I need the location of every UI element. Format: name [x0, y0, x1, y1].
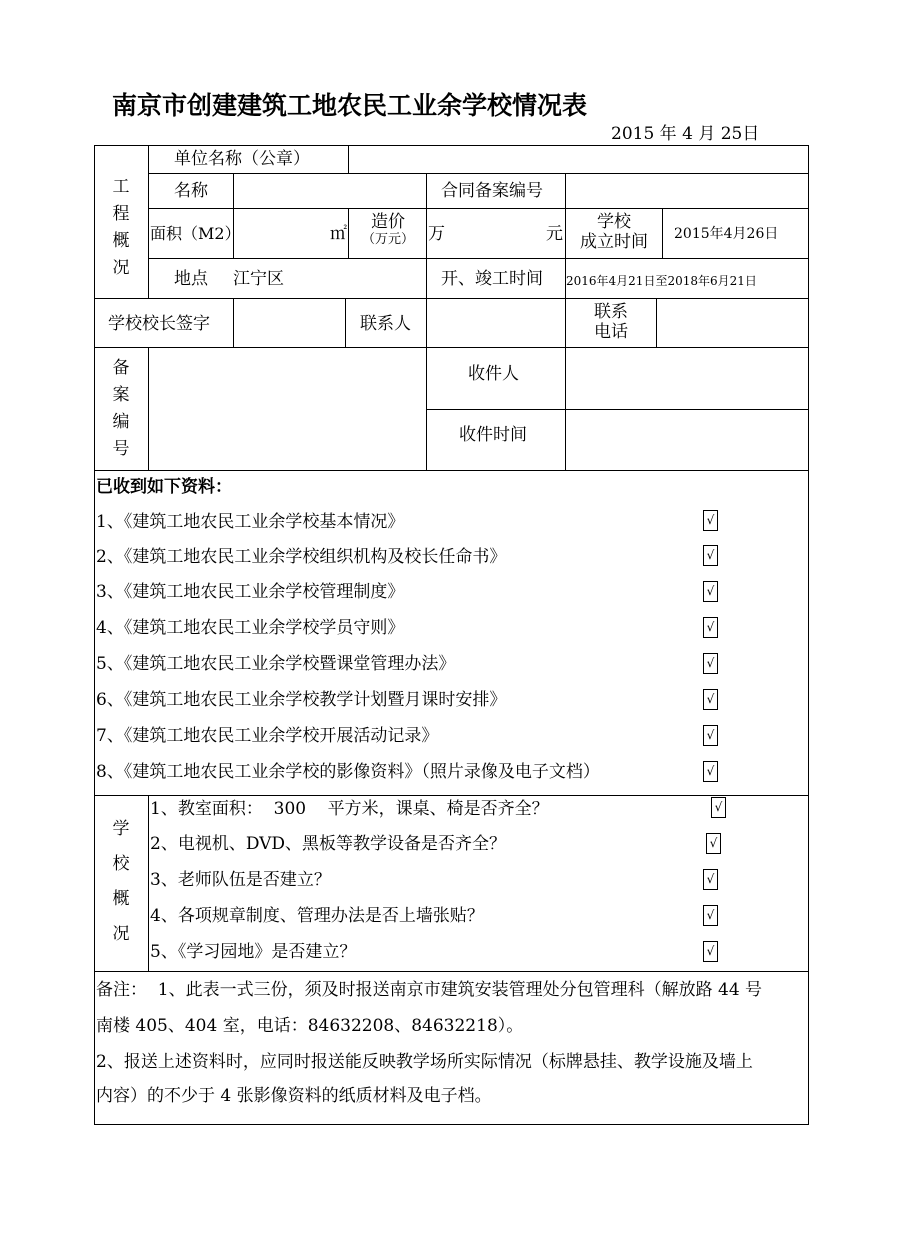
receive-time-label: 收件时间	[459, 425, 527, 445]
material-checkbox[interactable]: √	[703, 510, 718, 531]
table-border-right	[808, 145, 809, 1125]
school-label-line1: 学校	[597, 212, 631, 232]
material-checkbox[interactable]: √	[703, 725, 718, 746]
location-label: 地点	[174, 269, 208, 289]
section-label-char: 程	[112, 204, 130, 224]
section-label-char: 号	[112, 439, 130, 459]
material-item: 2、《建筑工地农民工业余学校组织机构及校长任命书》	[96, 547, 507, 567]
material-checkbox[interactable]: √	[703, 545, 718, 566]
section-label-char: 概	[112, 889, 130, 909]
phone-label-line2: 电话	[594, 322, 628, 342]
rule	[148, 173, 809, 174]
notes-line: 备注： 1、此表一式三份，须及时报送南京市建筑安装管理处分包管理科（解放路 44 号	[96, 980, 763, 1000]
material-item: 6、《建筑工地农民工业余学校教学计划暨月课时安排》	[96, 690, 507, 710]
section-label-char: 工	[112, 177, 130, 197]
period-label: 开、竣工时间	[441, 269, 543, 289]
rule	[345, 298, 346, 347]
rule	[94, 795, 809, 796]
rule	[565, 347, 566, 470]
table-border-top	[94, 145, 809, 146]
table-border-left	[94, 145, 95, 1125]
date-month-unit: 月	[698, 124, 716, 144]
rule	[94, 971, 809, 972]
rule	[565, 298, 566, 347]
section-label-char: 概	[112, 231, 130, 251]
section-label-char: 况	[112, 924, 130, 944]
school-item: 3、老师队伍是否建立？	[150, 870, 331, 890]
rule	[565, 208, 566, 258]
school-item: 4、各项规章制度、管理办法是否上墙张贴？	[150, 906, 484, 926]
rule	[148, 347, 149, 470]
rule	[233, 298, 234, 347]
cost-label-line2: （万元）	[361, 232, 414, 247]
rule	[426, 208, 427, 258]
school-label-line2: 成立时间	[580, 232, 648, 252]
phone-label	[567, 302, 655, 342]
material-item: 8、《建筑工地农民工业余学校的影像资料》（照片录像及电子文档）	[96, 762, 600, 782]
name-label: 名称	[174, 181, 208, 201]
location-value: 江宁区	[233, 269, 284, 289]
date-month: 4	[682, 124, 693, 144]
rule	[148, 145, 149, 298]
form-date	[611, 124, 759, 144]
date-day: 25日	[720, 124, 760, 144]
date-year-unit: 年	[659, 124, 677, 144]
rule	[94, 347, 809, 348]
rule	[426, 173, 427, 208]
contact-label: 联系人	[360, 314, 411, 334]
area-label-text: 面积（M2）	[150, 224, 241, 243]
rule	[348, 208, 349, 258]
rule	[426, 409, 809, 410]
rule	[656, 298, 657, 347]
school-section-label	[109, 812, 133, 952]
unit-name-label: 单位名称（公章）	[174, 149, 310, 169]
page-title: 南京市创建建筑工地农民工业余学校情况表	[112, 91, 588, 120]
unit-name-field[interactable]	[350, 147, 806, 172]
name-field[interactable]	[235, 175, 424, 206]
school-checkbox[interactable]: √	[703, 941, 718, 962]
area-unit: ㎡	[330, 224, 347, 244]
rule	[148, 795, 149, 971]
cost-label	[350, 212, 426, 247]
filing-number-field[interactable]	[150, 349, 424, 468]
notes-line: 内容）的不少于 4 张影像资料的纸质材料及电子档。	[96, 1086, 492, 1106]
school-checkbox[interactable]: √	[711, 797, 726, 818]
cost-yuan: 元	[546, 224, 563, 244]
school-checkbox[interactable]: √	[703, 869, 718, 890]
area-label	[150, 224, 241, 244]
material-checkbox[interactable]: √	[703, 761, 718, 782]
contract-no-label: 合同备案编号	[441, 181, 543, 201]
notes-line: 南楼 405、404 室，电话：84632208、84632218）。	[96, 1016, 524, 1036]
rule	[565, 173, 566, 208]
material-item: 5、《建筑工地农民工业余学校暨课堂管理办法》	[96, 654, 456, 674]
material-item: 1、《建筑工地农民工业余学校基本情况》	[96, 512, 405, 532]
rule	[94, 470, 809, 471]
rule	[426, 258, 427, 298]
school-item: 2、电视机、DVD、黑板等教学设备是否齐全？	[150, 834, 507, 854]
school-item: 5、《学习园地》是否建立？	[150, 942, 357, 962]
rule	[426, 347, 427, 470]
section-label-char: 备	[112, 358, 130, 378]
receive-time-field[interactable]	[567, 411, 807, 468]
period-value: 2016年4月21日至2018年6月21日	[566, 274, 757, 288]
cost-wan: 万	[428, 224, 445, 244]
material-item: 7、《建筑工地农民工业余学校开展活动记录》	[96, 726, 439, 746]
section-label-char: 学	[112, 819, 130, 839]
school-item: 1、教室面积： 300 平方米，课桌、椅是否齐全？	[150, 799, 549, 819]
material-checkbox[interactable]: √	[703, 689, 718, 710]
rule	[662, 208, 663, 258]
school-founded-label	[567, 212, 661, 252]
cost-label-line1: 造价	[371, 212, 405, 232]
principal-sign-label: 学校校长签字	[108, 314, 210, 334]
section-label-char: 案	[112, 385, 130, 405]
contract-no-field[interactable]	[567, 175, 807, 206]
school-checkbox[interactable]: √	[706, 833, 721, 854]
rule	[94, 298, 809, 299]
section-label-char: 校	[112, 854, 130, 874]
project-section-label	[109, 174, 133, 282]
section-label-char: 况	[112, 258, 130, 278]
phone-label-line1: 联系	[594, 302, 628, 322]
materials-heading: 已收到如下资料：	[96, 477, 232, 497]
receiver-label: 收件人	[468, 364, 519, 384]
school-founded-date: 2015年4月26日	[674, 226, 779, 242]
school-checkbox[interactable]: √	[703, 905, 718, 926]
table-border-bottom	[94, 1124, 809, 1125]
material-item: 3、《建筑工地农民工业余学校管理制度》	[96, 582, 405, 602]
phone-field[interactable]	[658, 300, 807, 346]
rule	[148, 208, 809, 209]
material-checkbox[interactable]: √	[703, 653, 718, 674]
receiver-field[interactable]	[567, 349, 807, 407]
notes-line: 2、报送上述资料时，应同时报送能反映教学场所实际情况（标牌悬挂、教学设施及墙上	[96, 1052, 753, 1072]
principal-sign-field[interactable]	[235, 300, 344, 346]
section-label-char: 编	[112, 412, 130, 432]
material-checkbox[interactable]: √	[703, 617, 718, 638]
rule	[148, 258, 809, 259]
date-year: 2015	[611, 124, 655, 144]
material-checkbox[interactable]: √	[703, 581, 718, 602]
rule	[426, 298, 427, 347]
rule	[233, 173, 234, 258]
contact-field[interactable]	[428, 300, 564, 346]
filing-section-label	[109, 355, 133, 463]
rule	[348, 145, 349, 173]
material-item: 4、《建筑工地农民工业余学校学员守则》	[96, 618, 405, 638]
